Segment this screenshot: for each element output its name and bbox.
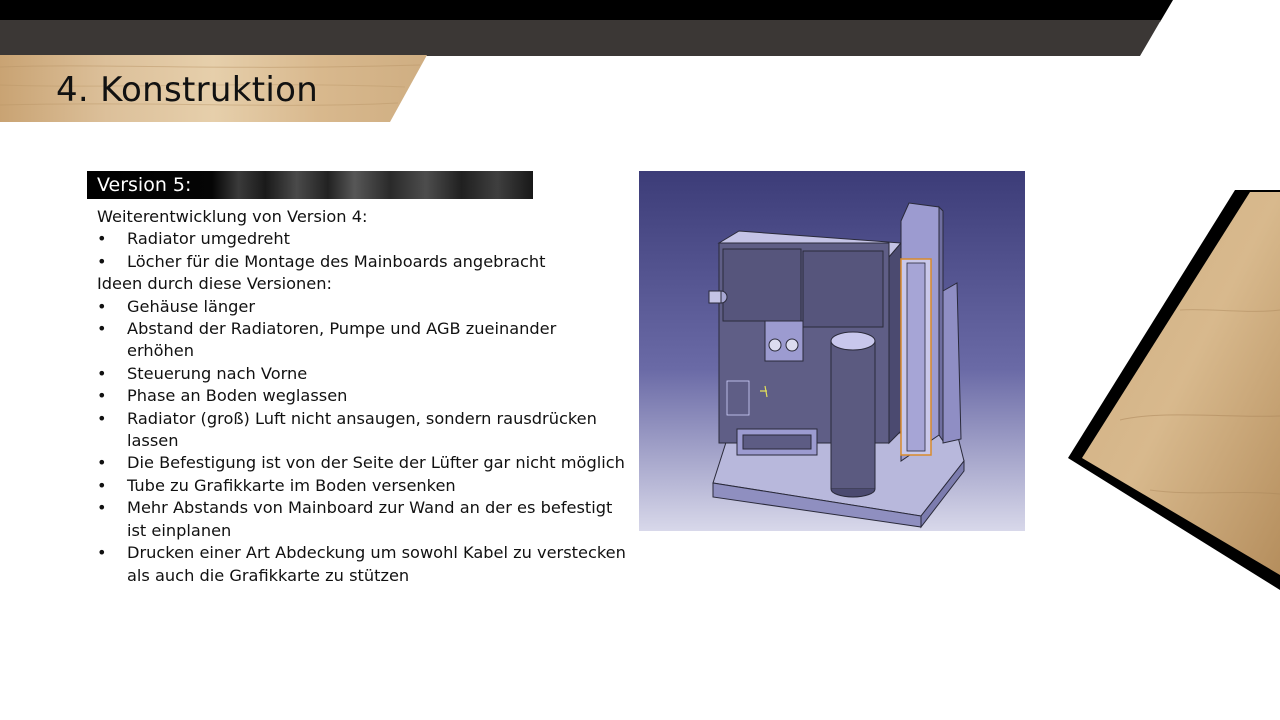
- idea-item: Gehäuse länger: [127, 296, 256, 316]
- bullet-dot-icon: •: [97, 296, 107, 316]
- list-item: [97, 251, 627, 273]
- list-item: [97, 228, 627, 250]
- idea-item: Mehr Abstands von Mainboard zur Wand an der es befestigt ist einplanen: [127, 498, 613, 540]
- cad-render-image: [639, 171, 1025, 531]
- cad-model-drawing: [639, 171, 1025, 531]
- idea-item: Tube zu Grafikkarte im Boden versenken: [127, 475, 456, 495]
- list-item: [97, 475, 627, 497]
- bullet-dot-icon: •: [97, 543, 107, 563]
- bullet-dot-icon: •: [97, 229, 107, 249]
- version-label: Version 5:: [97, 174, 192, 196]
- header-dark-shape: [0, 20, 1280, 56]
- idea-item: Die Befestigung ist von der Seite der Lüfter gar nicht möglich: [127, 453, 625, 473]
- ideas-heading: Ideen durch diese Versionen:: [97, 274, 332, 294]
- list-item: [97, 497, 627, 542]
- bullet-dot-icon: •: [97, 453, 107, 473]
- right-wood-decoration: [1060, 190, 1280, 590]
- list-item: [97, 318, 627, 363]
- bullet-dot-icon: •: [97, 475, 107, 495]
- bullet-dot-icon: •: [97, 386, 107, 406]
- list-item: [97, 408, 627, 453]
- slide-body-text: [97, 206, 627, 587]
- list-item: [97, 363, 627, 385]
- change-item: Radiator umgedreht: [127, 229, 290, 249]
- slide-title: 4. Konstruktion: [56, 70, 319, 110]
- intro-line: Weiterentwicklung von Version 4:: [97, 207, 368, 226]
- header-black-bar: [0, 0, 1280, 22]
- bullet-dot-icon: •: [97, 408, 107, 428]
- bullet-dot-icon: •: [97, 363, 107, 383]
- idea-item: Radiator (groß) Luft nicht ansaugen, sondern rausdrücken lassen: [127, 408, 597, 451]
- bullet-dot-icon: •: [97, 319, 107, 339]
- list-item: [97, 296, 627, 318]
- bullet-dot-icon: •: [97, 251, 107, 271]
- wood-chevron-shape: [1060, 190, 1280, 590]
- idea-item: Phase an Boden weglassen: [127, 386, 348, 406]
- header-dark-bar: [0, 20, 1280, 56]
- idea-item: Steuerung nach Vorne: [127, 363, 308, 383]
- list-item: [97, 542, 627, 587]
- version-label-band: [87, 171, 533, 199]
- list-item: [97, 385, 627, 407]
- idea-item: Abstand der Radiatoren, Pumpe und AGB zueinander erhöhen: [127, 319, 557, 361]
- bullet-dot-icon: •: [97, 498, 107, 518]
- list-item: [97, 452, 627, 474]
- idea-item: Drucken einer Art Abdeckung um sowohl Kabel zu verstecken als auch die Grafikkarte zu stützen: [127, 543, 626, 585]
- change-item: Löcher für die Montage des Mainboards angebracht: [127, 251, 546, 271]
- header-black-shape: [0, 0, 1280, 22]
